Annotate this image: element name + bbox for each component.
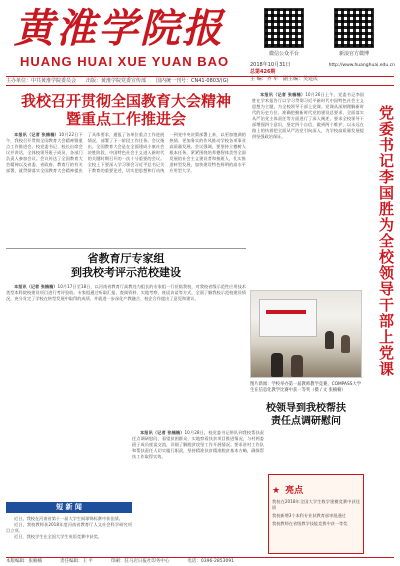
qr-code-weibo: [334, 8, 374, 48]
photo-person: [341, 335, 350, 353]
right-column-body: [252, 92, 364, 284]
article-2-headline: [6, 252, 246, 280]
star-icon: ★: [272, 486, 281, 496]
right-column-text: 10月26日上午，党委书记李国胜在学术报告厅以学习贯彻习近平新时代中国特色社会主义思想为主题，为全校领导干部上党课。党课从深刻理解新时代的历史方位、准确把握新时代党的建设总要求、全面落实从严治党主体责任等方面进行了深入阐述，要求全校领导干部增强四个意识，坚定四个自信，做到两个维护，以永远在路上的执着把全面从严治党引向深入，为学校高质量发展提供坚强政治保证。: [252, 92, 364, 139]
article-3-headline-line-2: 责任点调研慰问: [271, 416, 341, 427]
publisher-info-bar: 主办单位：中共黄淮学院委员会 出版：黄淮学院党委宣传部 国内统一刊号：CN41-0803/(G): [6, 76, 394, 86]
main-headline-line-1: 我校召开贯彻全国教育大会精神: [20, 92, 231, 110]
article-3-headline: [250, 402, 362, 428]
brief-news-item: 近日，我校教师获2018年度河南省教育厅人文社会科学研究项目立项。: [6, 522, 132, 533]
article-3-headline-line-1: 校领导到我校帮扶: [266, 403, 346, 414]
deputy-label: 副主编：: [282, 76, 303, 82]
article-2-headline-line-2: 到我校考评示范校建设: [71, 266, 181, 279]
highlight-box-title: 亮点: [285, 486, 304, 496]
right-column-byline: 本报讯（记者 张楠楠）: [260, 92, 306, 97]
vertical-headline: 党委书记李国胜为全校领导干部上党课: [377, 105, 395, 377]
photo-person: [291, 355, 303, 377]
photo-person: [325, 331, 334, 349]
article-3-byline: 本报讯（记者 张楠楠）: [140, 430, 185, 435]
highlight-item: 我校新增3个本科专业获教育部审批通过: [272, 513, 346, 518]
editor-name: 齐 军: [266, 76, 279, 82]
edition-website: http://www.huanghuai.edu.cn: [328, 63, 395, 68]
editor-label: 主 编：: [250, 76, 267, 82]
highlight-box: [268, 474, 364, 554]
page-footer: 本版编辑：张楠楠 责任编辑：王 平 印刷：驻马店日报社印务中心 电话：0396-2853091: [6, 557, 394, 565]
news-photo: [250, 290, 362, 378]
article-3-body: [132, 430, 264, 554]
main-article-body: [6, 132, 246, 244]
deputy-name: 吴建民: [302, 76, 318, 82]
qr-code-wechat: [264, 8, 304, 48]
projector-screen: [259, 299, 317, 337]
brief-news-item: 近日，我校学生在全国大学生英语竞赛中获奖。: [14, 534, 102, 539]
divider: [6, 248, 246, 249]
photo-person: [271, 353, 283, 377]
brief-news-list: [6, 516, 132, 554]
main-headline-line-2: 暨重点工作推进会: [65, 110, 186, 128]
edition-date: 2018年10月31日: [250, 62, 291, 68]
highlight-item: 我校在2018年全国大学生数学建模竞赛中获佳绩: [272, 499, 360, 510]
masthead-pinyin: HUANG HUAI XUE YUAN BAO: [20, 54, 230, 69]
qr-caption-weibo: 新浪官方微博: [338, 51, 369, 57]
main-article-text: 10月22日下午，我校召开贯彻全国教育大会精神暨重点工作推进会。校党委书记、校长出席会议并讲话，全体校领导班子成员、各部门负责人参加会议。会议传达了全国教育大会精神以及省委、省政府、教育厅的有关部署，就贯彻落实全国教育大会精神提出了具体要求，通报了各单位重点工作进展情况，部署了下一阶段工作任务。会议指出，全国教育大会是在全面建成小康社会决胜阶段、中国特色社会主义进入新时代的关键时期召开的一次十分重要的会议。全校上下要深入学习领会习近平总书记关于教育的重要论述，切实把思想和行动统一到党中央决策部署上来，以更加饱满的热情、更加务实的作风推动学校各项事业高质量发展。会议强调，要坚持立德树人根本任务，紧紧围绕培养德智体美劳全面发展的社会主义建设者和接班人，扎实推进转型发展，加快建设特色鲜明的高水平应用型大学。: [6, 132, 246, 173]
highlight-item: 我校教师在省级教学技能竞赛中获一等奖: [272, 521, 348, 526]
article-2-text: 10月17日至18日，以河南省教育厅高教处为组长的专家组一行莅临我校，对我校省级示范性应用技术类型本科院校建设项目进行考评验收。专家组通过听取汇报、查阅资料、实地考察、座谈访谈等方式，全面了解我校示范校建设情况，充分肯定了学校在转型发展中取得的成绩，并就进一步深化产教融合、校企合作提出了意见和建议。: [6, 284, 246, 301]
main-article-byline: 本报讯（记者 张楠楠）: [14, 132, 59, 137]
masthead-title: 黄淮学院报: [14, 5, 224, 52]
article-2-headline-line-1: 省教育厅专家组: [87, 252, 165, 265]
photo-caption: 图片新闻：学校举办第一届教师教学竞赛，COMPASS大学生在信息化教学比赛中获一等奖（摄 / 文 张楠楠）: [250, 382, 362, 393]
qr-caption-wechat: 微信公众平台: [268, 51, 299, 57]
article-2-byline: 本报讯（记者 张楠楠）: [14, 284, 58, 289]
article-3-text: 10月28日，校党委书记带队到我校帮扶责任点调研慰问，看望贫困群众，实地察看扶贫项目推进情况，与村两委班子成员座谈交流，详细了解脱贫攻坚工作开展情况。要求驻村工作队和帮扶责任人切实履行职责，坚持精准扶贫精准脱贫基本方略，确保帮扶工作取得实效。: [132, 430, 264, 459]
main-headline: [6, 92, 246, 128]
article-2-body: [6, 284, 246, 454]
brief-news-item: 近日，我校在河南省第十一届大学生网球锦标赛中获佳绩。: [14, 516, 123, 521]
edition-issue: 总第426期: [250, 69, 276, 75]
brief-news-bar: 短 新 闻: [6, 502, 132, 513]
